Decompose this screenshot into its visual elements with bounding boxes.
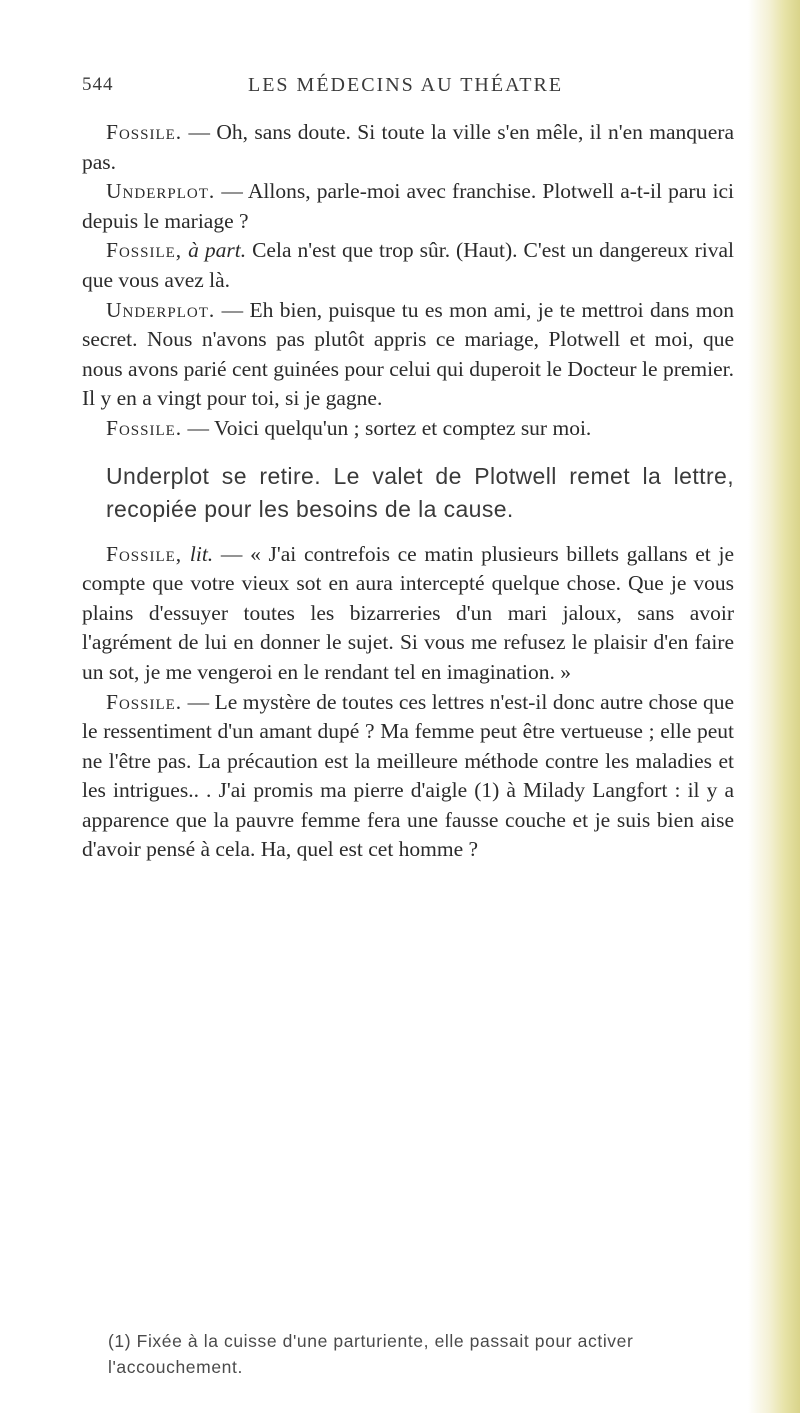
speech-text: Cela n'est que trop sûr. (Haut). C'est un dangereux rival que vous avez là. [82, 238, 734, 292]
speech-text: — Voici quelqu'un ; sortez et comptez sur moi. [182, 415, 592, 440]
running-title: LES MÉDECINS AU THÉATRE [248, 74, 564, 96]
page-number: 544 [82, 74, 114, 95]
speech-5 [82, 414, 734, 444]
speech-text: — Oh, sans doute. Si toute la ville s'en mêle, il n'en manquera pas. [82, 120, 734, 174]
body-text [82, 118, 734, 865]
speaker-name: Fossile. [106, 689, 183, 714]
speaker-name: Fossile, [106, 238, 183, 263]
footnote: (1) Fixée à la cuisse d'une parturiente, elle passait pour activer l'accouchement. [108, 1331, 634, 1377]
speaker-name: Underplot. [106, 297, 216, 322]
speech-7 [82, 688, 734, 866]
stage-direction: Underplot se retire. Le valet de Plotwell remet la lettre, recopiée pour les besoins de la cause. [106, 462, 734, 522]
speech-text: — Eh bien, puisque tu es mon ami, je te mettroi dans mon secret. Nous n'avons pas plutôt appris ce mariage, Plotwell et moi, que nous avons parié cent guinées pour celui qui duperoit le Docteur le premier. Il y en a vingt pour toi, si je gagne. [82, 297, 734, 411]
speaker-name: Fossile. [106, 120, 183, 144]
speech-text: — Le mystère de toutes ces lettres n'est-il donc autre chose que le ressentiment d'un amant dupé ? Ma femme peut être vertueuse ; elle peut ne l'être pas. La précaution est la meilleure méthode contre les maladies et les intrigues.. . J'ai promis ma pierre d'aigle (1) à Milady Langfort : il y a apparence que la pauvre femme fera une fausse couche et je suis bien aise d'avoir pensé à cela. Ha, quel est cet homme ? [82, 689, 734, 862]
running-header [80, 74, 720, 104]
speech-6 [82, 540, 734, 688]
speaker-name: Underplot. [106, 179, 216, 204]
speaker-name: Fossile. [106, 415, 183, 440]
stage-aside: lit. [182, 541, 214, 566]
speech-1 [82, 118, 734, 177]
speech-4 [82, 296, 734, 414]
speech-text: — Allons, parle-moi avec franchise. Plotwell a-t-il paru ici depuis le mariage ? [82, 179, 734, 233]
speech-2 [82, 177, 734, 236]
speaker-name: Fossile, [106, 541, 183, 566]
speech-3 [82, 236, 734, 295]
stage-aside: à part. [182, 238, 247, 263]
page-edge-shading [748, 0, 800, 1413]
speech-text: — « J'ai contrefois ce matin plusieurs billets gallans et je compte que votre vieux sot en aura intercepté quelque chose. Que je vous plains d'essuyer toutes les bizarreries d'un mari jaloux, sans avoir l'agrément de lui en donner le sujet. Si vous me refusez le plaisir d'en faire un sot, je me vengeroi en le rendant tel en imagination. » [82, 541, 734, 684]
